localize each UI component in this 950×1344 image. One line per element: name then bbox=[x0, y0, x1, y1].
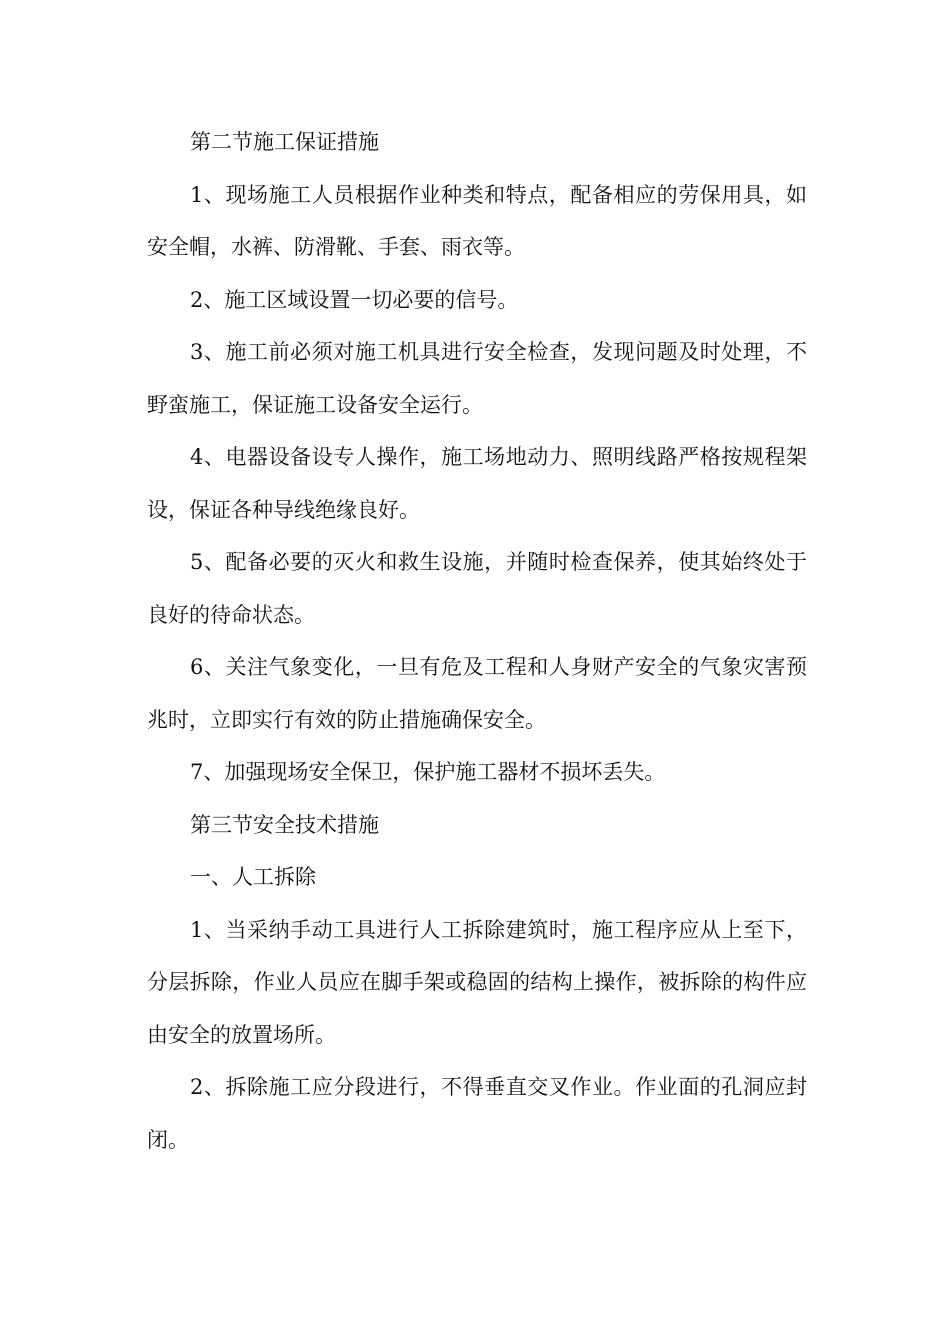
document-body bbox=[147, 116, 807, 1166]
section-heading-3: 第三节安全技术措施 bbox=[190, 812, 379, 837]
paragraph-item-4: 4、电器设备设专人操作，施工场地动力、照明线路严格按规程架设，保证各种导线绝缘良好。 bbox=[147, 445, 807, 522]
paragraph-item-2: 2、施工区域设置一切必要的信号。 bbox=[190, 287, 519, 312]
subsection-heading: 一、人工拆除 bbox=[190, 865, 316, 889]
paragraph-item-7: 7、加强现场安全保卫，保护施工器材不损坏丢失。 bbox=[190, 760, 666, 784]
paragraph-item-3: 3、施工前必须对施工机具进行安全检查，发现问题及时处理，不野蛮施工，保证施工设备安全运行。 bbox=[147, 340, 807, 417]
section-heading-2: 第二节施工保证措施 bbox=[190, 130, 379, 154]
paragraph-item-5: 5、配备必要的灭火和救生设施，并随时检查保养，使其始终处于良好的待命状态。 bbox=[147, 550, 807, 627]
paragraph-item-1: 1、现场施工人员根据作业种类和特点，配备相应的劳保用具，如安全帽，水裤、防滑靴、手套、雨衣等。 bbox=[147, 182, 807, 259]
paragraph-subitem-2: 2、拆除施工应分段进行，不得垂直交叉作业。作业面的孔洞应封闭。 bbox=[147, 1075, 807, 1152]
paragraph-item-6: 6、关注气象变化，一旦有危及工程和人身财产安全的气象灾害预兆时，立即实行有效的防止措施确保安全。 bbox=[147, 655, 807, 732]
paragraph-subitem-1: 1、当采纳手动工具进行人工拆除建筑时，施工程序应从上至下，分层拆除，作业人员应在脚手架或稳固的结构上操作，被拆除的构件应由安全的放置场所。 bbox=[147, 917, 807, 1047]
